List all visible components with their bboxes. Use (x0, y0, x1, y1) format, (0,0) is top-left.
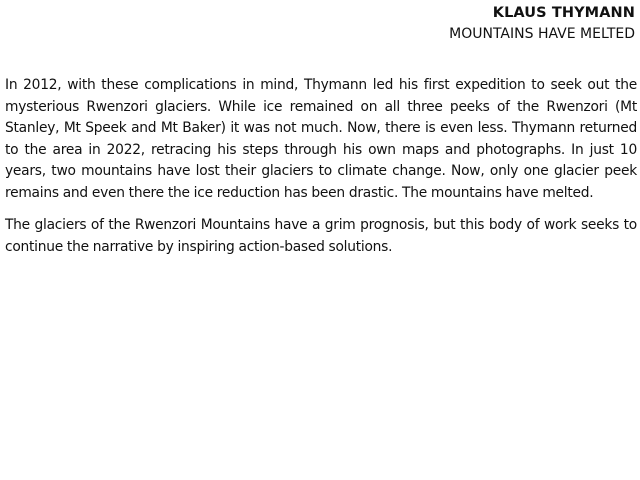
paragraph-2: The glaciers of the Rwenzori Mountains have a grim prognosis, but this body of work seeks to continue the narrative by inspiring action-based solutions. (5, 217, 637, 255)
body-text (5, 75, 637, 269)
paragraph-1: In 2012, with these complications in mind, Thymann led his first expedition to seek out the mysterious Rwenzori glaciers. While ice remained on all three peeks of the Rwenzori (Mt Stanley, Mt Speek and Mt Baker) it was not much. Now, there is even less. Thymann returned to the area in 2022, retracing his steps through his own maps and photographs. In just 10 years, two mountains have lost their glaciers to climate change. Now, only one glacier peek remains and even there the ice reduction has been drastic. The mountains have melted. (5, 77, 637, 201)
author-name: KLAUS THYMANN (492, 5, 635, 21)
page-header (449, 3, 635, 45)
project-title: MOUNTAINS HAVE MELTED (449, 26, 635, 42)
